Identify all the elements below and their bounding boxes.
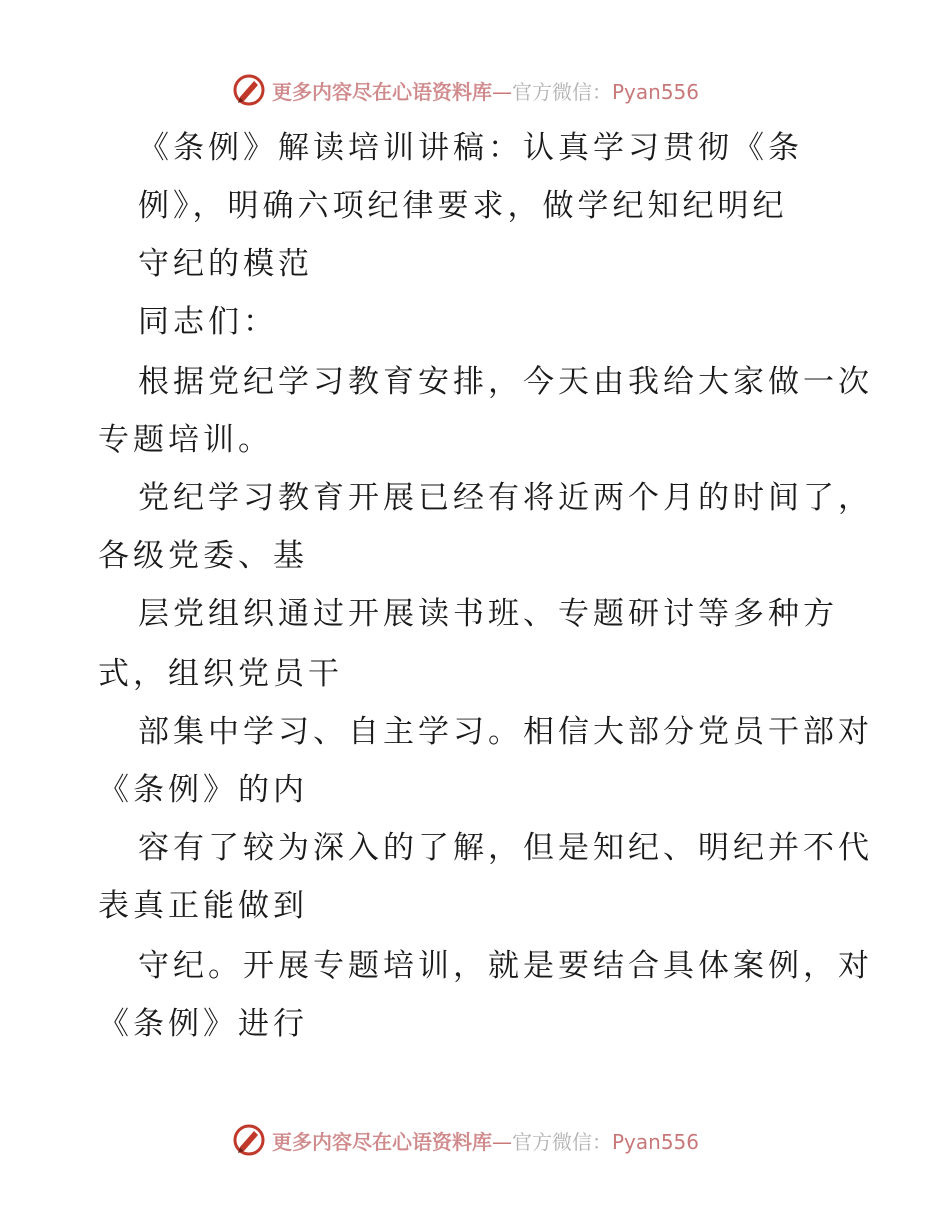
watermark-dash: — [492, 1129, 512, 1154]
title-line-1: 《条例》解读培训讲稿：认真学习贯彻《条 [138, 130, 803, 166]
paragraph-line: 《条例》的内 [98, 772, 308, 808]
salutation: 同志们： [138, 304, 278, 340]
watermark-text [272, 1126, 699, 1155]
watermark-brand: 更多内容尽在心语资料库 [272, 1129, 492, 1154]
watermark-wechat-label: 官方微信： [512, 79, 612, 104]
watermark-wechat-label: 官方微信： [512, 1129, 612, 1154]
paragraph-line: 容有了较为深入的了解，但是知纪、明纪并不代 [138, 830, 873, 866]
header-watermark [232, 72, 712, 108]
watermark-wechat-id: Pyan556 [612, 1129, 700, 1154]
paragraph-line: 式，组织党员干 [98, 656, 343, 692]
paragraph-line: 层党组织通过开展读书班、专题研讨等多种方 [138, 596, 838, 632]
paragraph-line: 《条例》进行 [98, 1006, 308, 1042]
paragraph-line: 根据党纪学习教育安排，今天由我给大家做一次 [138, 364, 873, 400]
paragraph-line: 守纪。开展专题培训，就是要结合具体案例，对 [138, 948, 873, 984]
watermark-text [272, 76, 699, 105]
footer-watermark [232, 1122, 712, 1158]
paragraph-line: 各级党委、基 [98, 538, 308, 574]
paragraph-line: 部集中学习、自主学习。相信大部分党员干部对 [138, 714, 873, 750]
paragraph-line: 党纪学习教育开展已经有将近两个月的时间了， [138, 480, 873, 516]
title-line-2: 例》，明确六项纪律要求，做学纪知纪明纪 [138, 188, 788, 224]
pen-logo-icon [232, 73, 266, 107]
paragraph-line: 专题培训。 [98, 422, 273, 458]
title-line-3: 守纪的模范 [138, 246, 313, 282]
watermark-brand: 更多内容尽在心语资料库 [272, 79, 492, 104]
pen-logo-icon [232, 1123, 266, 1157]
watermark-wechat-id: Pyan556 [612, 79, 700, 104]
watermark-dash: — [492, 79, 512, 104]
paragraph-line: 表真正能做到 [98, 888, 308, 924]
